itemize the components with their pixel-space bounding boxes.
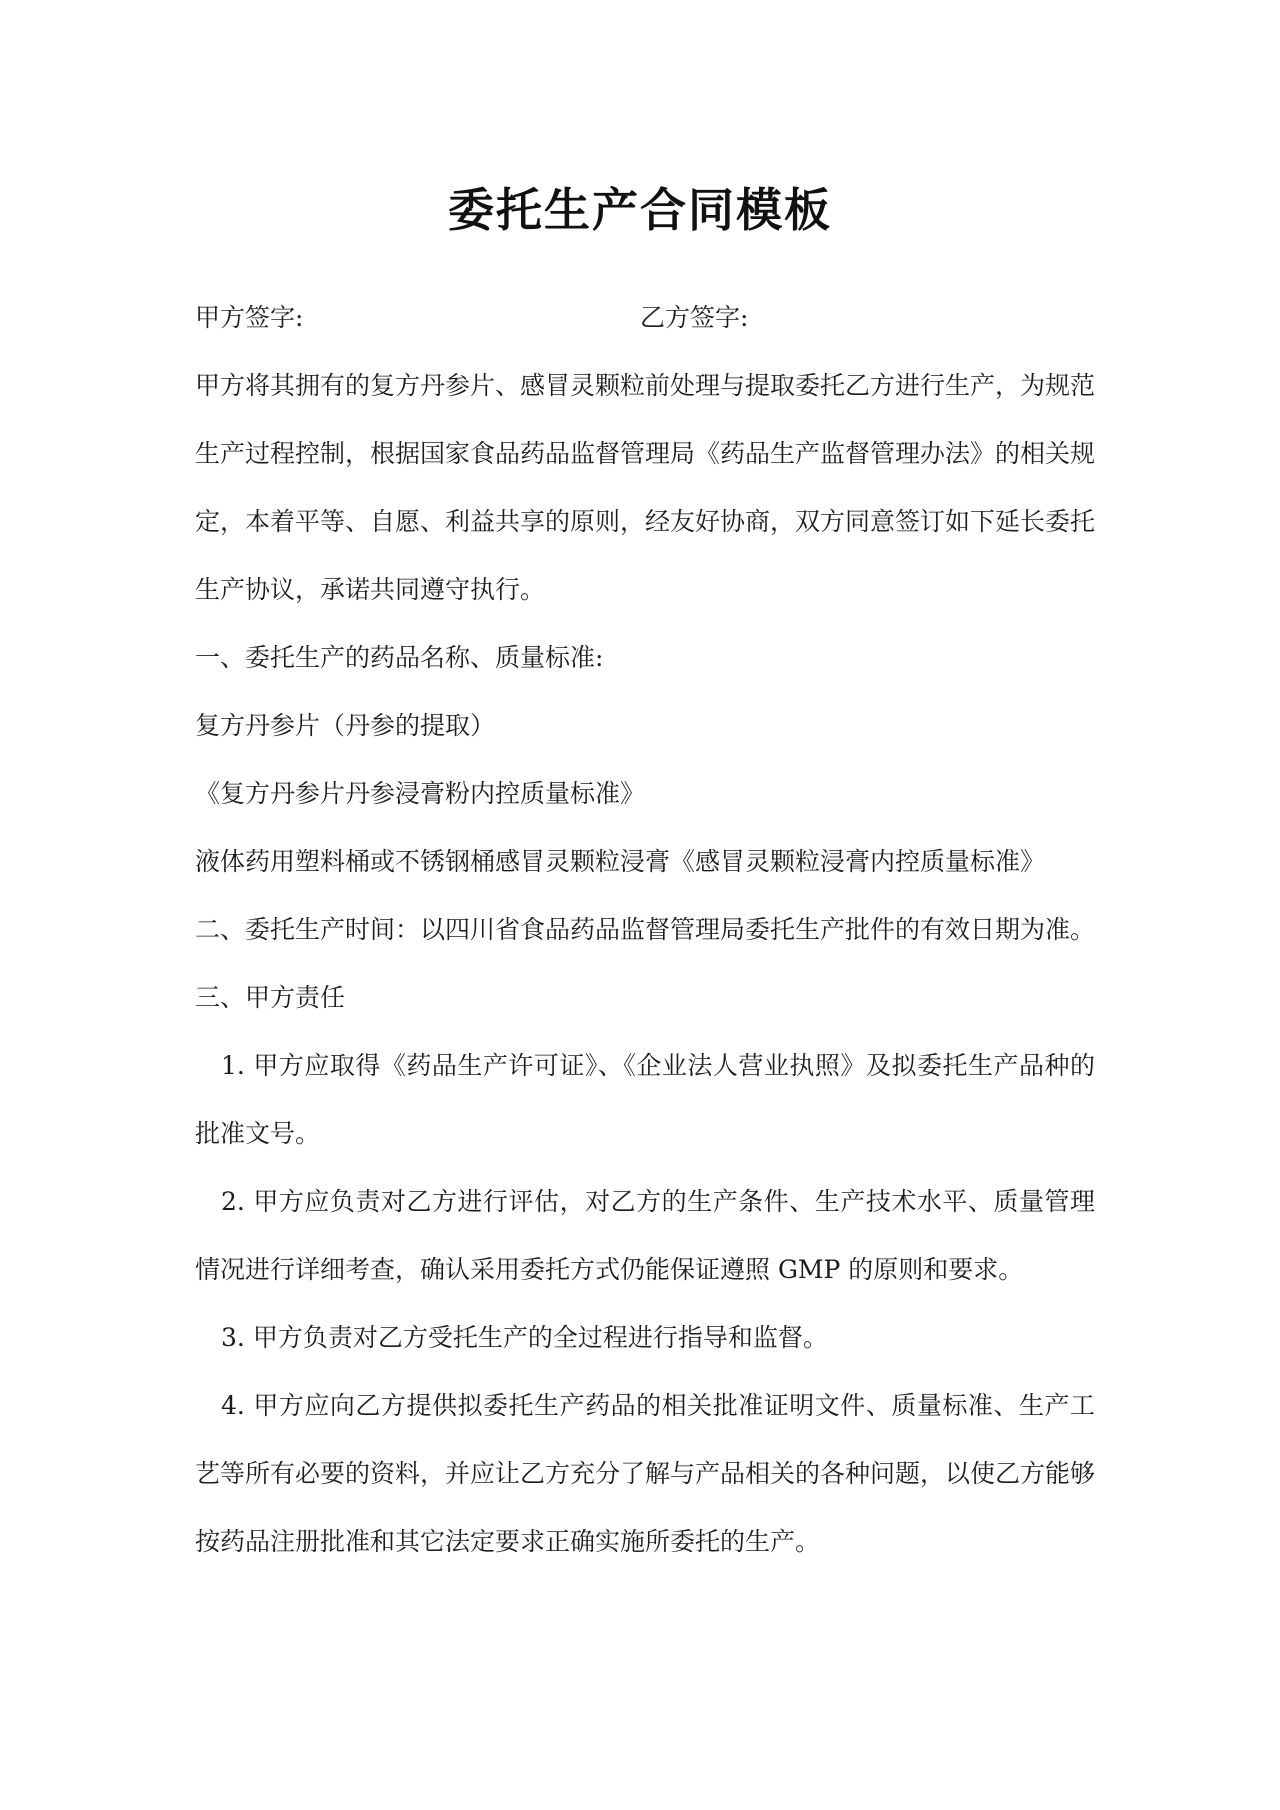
- list-item-number: 4.: [221, 1391, 245, 1420]
- section-3-heading: 三、甲方责任: [195, 983, 346, 1012]
- list-item-number: 3.: [221, 1323, 245, 1352]
- section-1-heading: 一、委托生产的药品名称、质量标准:: [195, 643, 604, 672]
- list-item-number: 1.: [221, 1051, 245, 1080]
- list-item: [195, 1372, 1095, 1576]
- document-title: 委托生产合同模板: [448, 183, 832, 237]
- list-item-number: 2.: [221, 1187, 245, 1216]
- section-1-line-2: 《复方丹参片丹参浸膏粉内控质量标准》: [195, 779, 646, 808]
- list-item: [195, 1304, 1095, 1372]
- document-body: [195, 284, 1095, 1576]
- section-1-line-3: 液体药用塑料桶或不锈钢桶感冒灵颗粒浸膏《感冒灵颗粒浸膏内控质量标准》: [195, 847, 1046, 876]
- section-1-line-1: 复方丹参片（丹参的提取）: [195, 711, 496, 740]
- intro-paragraph: 甲方将其拥有的复方丹参片、感冒灵颗粒前处理与提取委托乙方进行生产，为规范生产过程控制，根据国家食品药品监督管理局《药品生产监督管理办法》的相关规定，本着平等、自愿、利益共享的原则，经友好协商，双方同意签订如下延长委托生产协议，承诺共同遵守执行。: [195, 371, 1096, 604]
- party-b-signature-label: 乙方签字:: [640, 303, 749, 332]
- list-item: [195, 1168, 1095, 1304]
- list-item-text: 甲方应向乙方提供拟委托生产药品的相关批准证明文件、质量标准、生产工艺等所有必要的资料，并应让乙方充分了解与产品相关的各种问题，以使乙方能够按药品注册批准和其它法定要求正确实施所委托的生产。: [195, 1391, 1096, 1556]
- list-item-text: 甲方应取得《药品生产许可证》、《企业法人营业执照》及拟委托生产品种的批准文号。: [195, 1051, 1095, 1148]
- list-item: [195, 1032, 1095, 1168]
- list-item-text: 甲方应负责对乙方进行评估，对乙方的生产条件、生产技术水平、质量管理情况进行详细考查，确认采用委托方式仍能保证遵照 GMP 的原则和要求。: [195, 1187, 1095, 1284]
- list-item-text: 甲方负责对乙方受托生产的全过程进行指导和监督。: [252, 1323, 828, 1352]
- party-a-signature-label: 甲方签字:: [195, 303, 304, 332]
- section-2-paragraph: 二、委托生产时间：以四川省食品药品监督管理局委托生产批件的有效日期为准。: [195, 915, 1096, 944]
- signature-row: [195, 284, 1095, 352]
